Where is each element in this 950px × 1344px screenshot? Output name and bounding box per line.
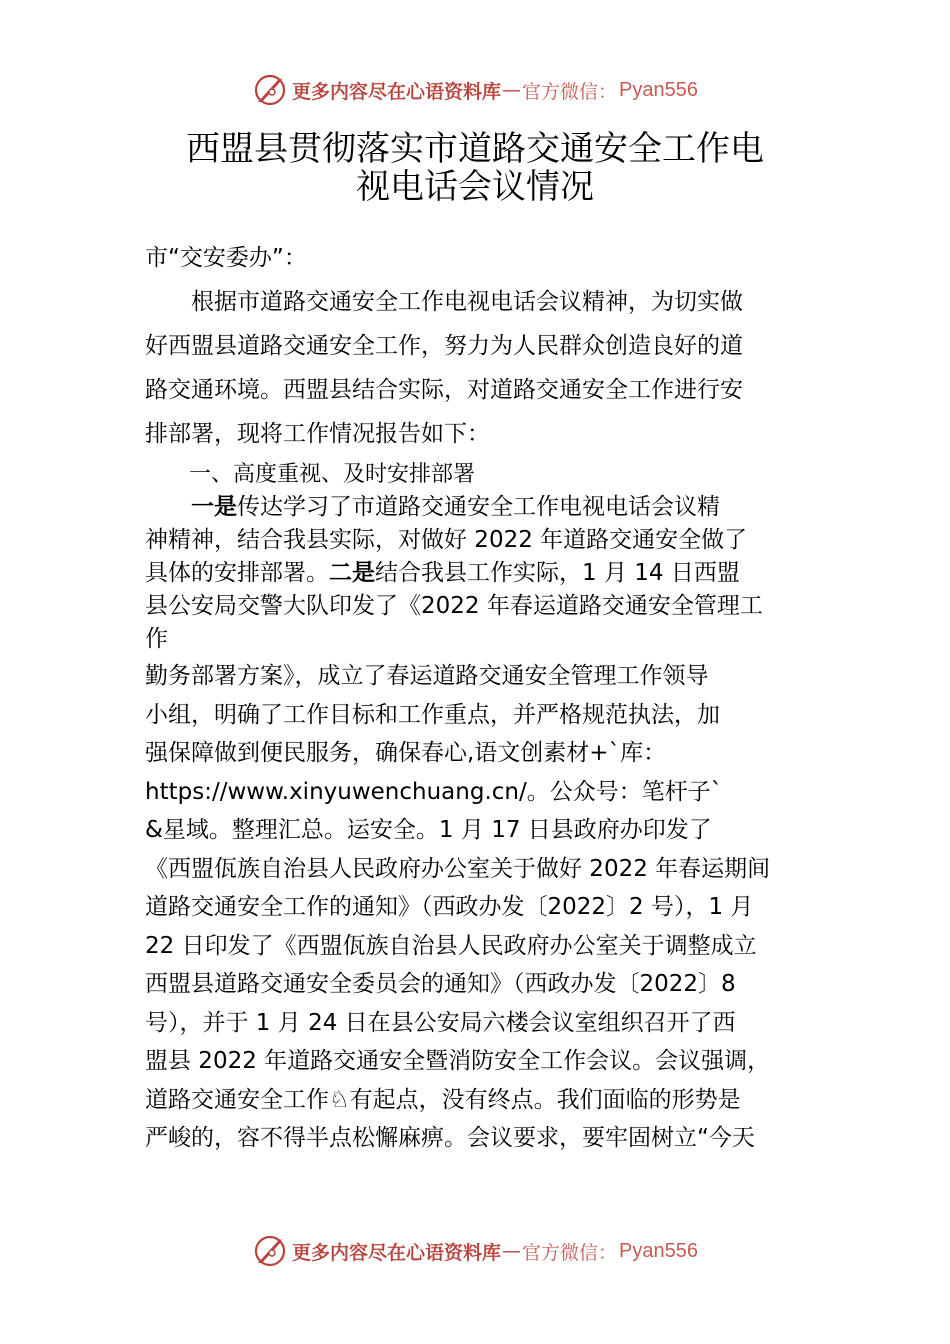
paragraph-text: 结合我县工作实际，1 月 14 日西盟 bbox=[375, 560, 740, 586]
header-banner bbox=[0, 72, 950, 108]
paragraph-line bbox=[145, 491, 825, 524]
paragraph-line: 神精神，结合我县实际，对做好 2022 年道路交通安全做了 bbox=[145, 527, 748, 553]
body-line: 22 日印发了《西盟佤族自治县人民政府办公室关于调整成立 bbox=[145, 932, 757, 959]
banner-wechat-id: Pyan556 bbox=[619, 1239, 698, 1262]
banner-wechat-label: 官方微信： bbox=[522, 1241, 618, 1264]
banner-wechat-id: Pyan556 bbox=[619, 78, 698, 101]
body-line-url: https://www.xinyuwenchuang.cn/。公众号：笔杆子` bbox=[145, 778, 723, 805]
paragraph-line bbox=[145, 557, 825, 590]
paragraph-line: 作 bbox=[145, 626, 168, 652]
body-line: 西盟县道路交通安全委员会的通知》（西政办发〔2022〕8 bbox=[145, 971, 736, 997]
intro-line: 路交通环境。西盟县结合实际，对道路交通安全工作进行安 bbox=[145, 377, 743, 403]
banner-wechat-label: 官方微信： bbox=[522, 80, 618, 103]
pen-logo-icon bbox=[252, 1233, 288, 1269]
body-line: 勤务部署方案》，成立了春运道路交通安全管理工作领导 bbox=[145, 663, 709, 689]
body-line: 小组，明确了工作目标和工作重点，并严格规范执法，加 bbox=[145, 701, 720, 728]
salutation: 市“交安委办”： bbox=[145, 245, 307, 271]
banner-dash: — bbox=[502, 1240, 522, 1262]
paragraph-text: 传达学习了市道路交通安全工作电视电话会议精 bbox=[237, 494, 720, 520]
intro-line: 排部署，现将工作情况报告如下： bbox=[145, 421, 490, 447]
title-line-2: 视电话会议情况 bbox=[356, 167, 594, 207]
intro-paragraph bbox=[145, 280, 825, 456]
intro-line: 根据市道路交通安全工作电视电话会议精神，为切实做 bbox=[145, 289, 743, 315]
body-line: 道路交通安全工作♘有起点，没有终点。我们面临的形势是 bbox=[145, 1086, 741, 1113]
footer-banner bbox=[0, 1233, 950, 1269]
first-point-label: 一是 bbox=[145, 494, 237, 520]
second-point-label: 二是 bbox=[329, 560, 375, 586]
section-1-paragraph bbox=[145, 491, 825, 656]
section-heading-1: 一、高度重视、及时安排部署 bbox=[145, 462, 476, 487]
body-line: 道路交通安全工作的通知》（西政办发〔2022〕2 号），1 月 bbox=[145, 894, 754, 920]
banner-dash: — bbox=[502, 79, 522, 101]
banner-text: 更多内容尽在心语资料库 bbox=[292, 80, 502, 103]
body-line: 盟县 2022 年道路交通安全暨消防安全工作会议。会议强调， bbox=[145, 1048, 771, 1074]
paragraph-line: 县公安局交警大队印发了《2022 年春运道路交通安全管理工 bbox=[145, 593, 763, 619]
title-line-1: 西盟县贯彻落实市道路交通安全工作电 bbox=[186, 129, 764, 169]
document-title bbox=[130, 130, 820, 206]
body-line: &星域。整理汇总。运安全。1 月 17 日县政府办印发了 bbox=[145, 817, 712, 843]
body-paragraph bbox=[145, 657, 825, 1158]
body-line: 强保障做到便民服务，确保春心,语文创素材+`库： bbox=[145, 740, 667, 766]
intro-line: 好西盟县道路交通安全工作，努力为人民群众创造良好的道 bbox=[145, 333, 743, 359]
body-line: 《西盟佤族自治县人民政府办公室关于做好 2022 年春运期间 bbox=[145, 855, 771, 882]
banner-text: 更多内容尽在心语资料库 bbox=[292, 1241, 502, 1264]
paragraph-text: 具体的安排部署。 bbox=[145, 560, 329, 586]
body-line: 号），并于 1 月 24 日在县公安局六楼会议室组织召开了西 bbox=[145, 1009, 736, 1036]
pen-logo-icon bbox=[252, 72, 288, 108]
body-line: 严峻的，容不得半点松懈麻痹。会议要求，要牢固树立“今天 bbox=[145, 1125, 755, 1151]
